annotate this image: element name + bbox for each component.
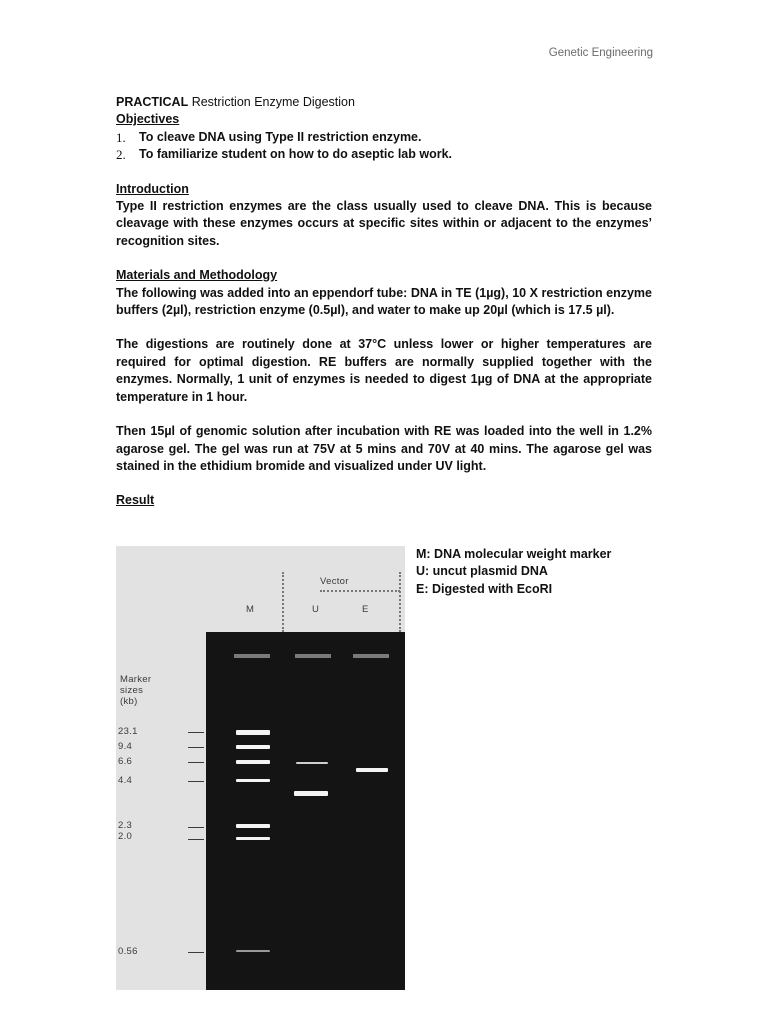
gel-well [295,654,331,658]
gel-well [234,654,270,658]
lane-divider [399,572,401,632]
marker-tick [188,952,204,953]
list-text: To cleave DNA using Type II restriction enzyme. [139,129,422,144]
result-heading: Result [116,493,155,508]
gel-band [236,760,270,764]
marker-size-label: 6.6 [118,756,133,767]
legend-item: E: Digested with EcoRI [416,581,553,596]
marker-tick [188,747,204,748]
figure-legend [416,546,611,598]
gel-electrophoresis-image [116,546,405,990]
marker-size-label: 2.3 [118,820,133,831]
materials-paragraph-2: The digestions are routinely done at 37°C unless lower or higher temperatures are required for optimal digestion. RE buffers are normally supplied together with the enzymes. Normally, 1 unit of enzymes is needed to digest 1µg of DNA at the appropriate temperature in 1 hour. [116,337,652,404]
list-item [116,129,652,146]
marker-tick [188,732,204,733]
gel-band [296,762,328,764]
materials-paragraph-3: Then 15µl of genomic solution after incubation with RE was loaded into the well in 1.2% agarose gel. The gel was run at 75V at 5 mins and 70V at 40 mins. The agarose gel was stained in the ethidium bromide and visualized under UV light. [116,424,652,473]
gel-band [236,779,270,782]
title-rest: Restriction Enzyme Digestion [188,95,355,109]
gel-band [236,745,270,749]
introduction-heading: Introduction [116,181,189,196]
lane-label-m: M [246,604,255,615]
list-number: 2. [116,147,126,163]
objectives-heading: Objectives [116,112,180,127]
marker-size-label: 4.4 [118,775,133,786]
marker-size-label: 9.4 [118,741,133,752]
gel-well [353,654,389,658]
gel-body [206,632,405,990]
marker-size-label: 0.56 [118,946,138,957]
legend-item: U: uncut plasmid DNA [416,564,548,579]
marker-size-label: 2.0 [118,831,133,842]
marker-tick [188,827,204,828]
gel-band [236,837,270,840]
marker-tick [188,762,204,763]
materials-paragraph-3-block [116,423,652,475]
title-bold: PRACTICAL [116,95,189,109]
gel-band [236,730,270,735]
marker-tick [188,839,204,840]
marker-caption-line: Marker [120,674,152,685]
marker-caption-line: (kb) [120,696,138,707]
legend-item: M: DNA molecular weight marker [416,547,612,561]
materials-section [116,267,652,319]
running-header: Genetic Engineering [548,47,653,59]
introduction-section [116,181,652,251]
vector-bracket [320,590,400,592]
introduction-text: Type II restriction enzymes are the class usually used to cleave DNA. This is because cleavage with these enzymes occurs at specific sites within or adjacent to the enzymes’ recognition sites. [116,199,652,248]
gel-band [356,768,388,772]
lane-divider [282,572,284,632]
list-item [116,146,652,163]
list-number: 1. [116,129,126,145]
document-body [116,94,652,510]
marker-size-label: 23.1 [118,726,138,737]
lane-label-e: E [362,604,369,615]
gel-band [294,791,328,796]
materials-heading: Materials and Methodology [116,268,278,283]
document-title [116,94,652,111]
marker-tick [188,781,204,782]
objectives-list [116,129,652,164]
materials-paragraph-1: The following was added into an eppendorf tube: DNA in TE (1µg), 10 X restriction enzyme buffers (2µl), restriction enzyme (0.5µl), and water to make up 20µl (which is 17.5 µl). [116,285,652,318]
list-text: To familiarize student on how to do aseptic lab work. [139,147,452,162]
lane-label-u: U [312,604,320,615]
materials-paragraph-2-block [116,336,652,406]
gel-band [236,950,270,952]
vector-label: Vector [320,576,349,587]
gel-band [236,824,270,828]
marker-caption [120,674,151,707]
marker-caption-line: sizes [120,685,144,696]
